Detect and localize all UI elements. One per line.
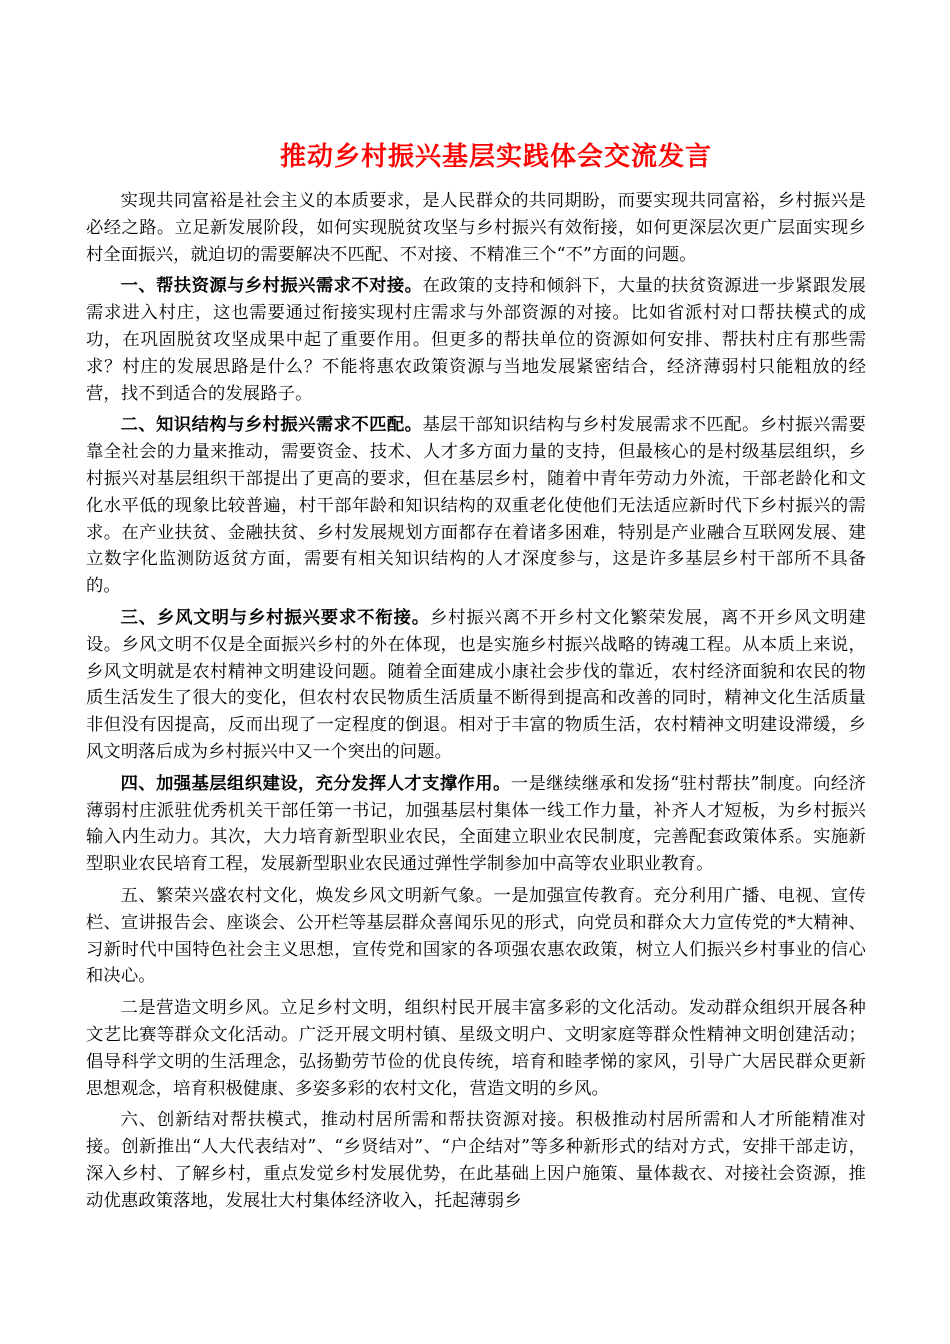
paragraph-section-5b: [86, 995, 866, 1102]
paragraph-heading: 三、乡风文明与乡村振兴要求不衔接。: [120, 607, 430, 628]
document-page: [86, 130, 866, 1330]
paragraph-section-5: [86, 883, 866, 990]
paragraph-section-3: [86, 605, 866, 766]
paragraph-body: 在政策的支持和倾斜下，大量的扶贫资源进一步紧跟发展需求进入村庄，这也需要通过衔接实现村庄需求与外部资源的对接。比如省派村对口帮扶模式的成功，在巩固脱贫攻坚成果中起了重要作用。但更多的帮扶单位的资源如何安排、帮扶村庄有那些需求？村庄的发展思路是什么？不能将惠农政策资源与当地发展紧密结合，经济薄弱村只能粗放的经营，找不到适合的发展路子。: [86, 276, 866, 404]
document-title: 推动乡村振兴基层实践体会交流发言: [279, 142, 712, 172]
paragraph-heading: 二、知识结构与乡村振兴需求不匹配。: [120, 415, 423, 436]
paragraph-heading: 一、帮扶资源与乡村振兴需求不对接。: [120, 276, 423, 297]
paragraph-body: 五、繁荣兴盛农村文化，焕发乡风文明新气象。一是加强宣传教育。充分利用广播、电视、宣传栏、宣讲报告会、座谈会、公开栏等基层群众喜闻乐见的形式，向党员和群众大力宣传党的*大精神、习新时代中国特色社会主义思想，宣传党和国家的各项强农惠农政策，树立人们振兴乡村事业的信心和决心。: [86, 885, 866, 987]
paragraph-body: 一是继续继承和发扬“驻村帮扶”制度。向经济薄弱村庄派驻优秀机关干部任第一书记，加强基层村集体一线工作力量，补齐人才短板，为乡村振兴输入内生动力。其次，大力培育新型职业农民，全面建立职业农民制度，完善配套政策体系。实施新型职业农民培育工程，发展新型职业农民通过弹性学制参加中高等农业职业教育。: [86, 773, 866, 875]
paragraph-body: 基层干部知识结构与乡村发展需求不匹配。乡村振兴需要靠全社会的力量来推动，需要资金、技术、人才多方面力量的支持，但最核心的是村级基层组织，乡村振兴对基层组织干部提出了更高的要求，但在基层乡村，随着中青年劳动力外流，干部老龄化和文化水平低的现象比较普遍，村干部年龄和知识结构的双重老化使他们无法适应新时代下乡村振兴的需求。在产业扶贫、金融扶贫、乡村发展规划方面都存在着诸多困难，特别是产业融合互联网发展、建立数字化监测防返贫方面，需要有相关知识结构的人才深度参与，这是许多基层乡村干部所不具备的。: [86, 415, 866, 597]
paragraph-body: 乡村振兴离不开乡村文化繁荣发展，离不开乡风文明建设。乡风文明不仅是全面振兴乡村的外在体现，也是实施乡村振兴战略的铸魂工程。从本质上来说，乡风文明就是农村精神文明建设问题。随着全面建成小康社会步伐的靠近，农村经济面貌和农民的物质生活发生了很大的变化，但农村农民物质生活质量不断得到提高和改善的同时，精神文化生活质量非但没有因提高，反而出现了一定程度的倒退。相对于丰富的物质生活，农村精神文明建设滞缓，乡风文明落后成为乡村振兴中又一个突出的问题。: [86, 607, 866, 762]
paragraph-body: 六、创新结对帮扶模式，推动村居所需和帮扶资源对接。积极推动村居所需和人才所能精准对接。创新推出“人大代表结对”、“乡贤结对”、“户企结对”等多种新形式的结对方式，安排干部走访，深入乡村、了解乡村，重点发觉乡村发展优势，在此基础上因户施策、量体裁衣、对接社会资源，推动优惠政策落地，发展壮大村集体经济收入，托起薄弱乡: [86, 1110, 866, 1211]
paragraph-body: 实现共同富裕是社会主义的本质要求，是人民群众的共同期盼，而要实现共同富裕，乡村振兴是必经之路。立足新发展阶段，如何实现脱贫攻坚与乡村振兴有效衔接，如何更深层次更广层面实现乡村全面振兴，就迫切的需要解决不匹配、不对接、不精准三个“不”方面的问题。: [86, 191, 866, 265]
paragraph-heading: 四、加强基层组织建设，充分发挥人才支撑作用。: [120, 773, 511, 794]
paragraph-section-2: [86, 412, 866, 600]
paragraph-section-4: [86, 771, 866, 878]
paragraph-body: 二是营造文明乡风。立足乡村文明，组织村民开展丰富多彩的文化活动。发动群众组织开展各种文艺比赛等群众文化活动。广泛开展文明村镇、星级文明户、文明家庭等群众性精神文明创建活动；倡导科学文明的生活理念，弘扬勤劳节俭的优良传统，培育和睦孝悌的家风，引导广大居民群众更新思想观念，培育积极健康、多姿多彩的农村文化，营造文明的乡风。: [86, 998, 866, 1099]
paragraph-section-1: [86, 273, 866, 407]
paragraph-section-6: [86, 1107, 866, 1214]
paragraph-intro: [86, 188, 866, 268]
